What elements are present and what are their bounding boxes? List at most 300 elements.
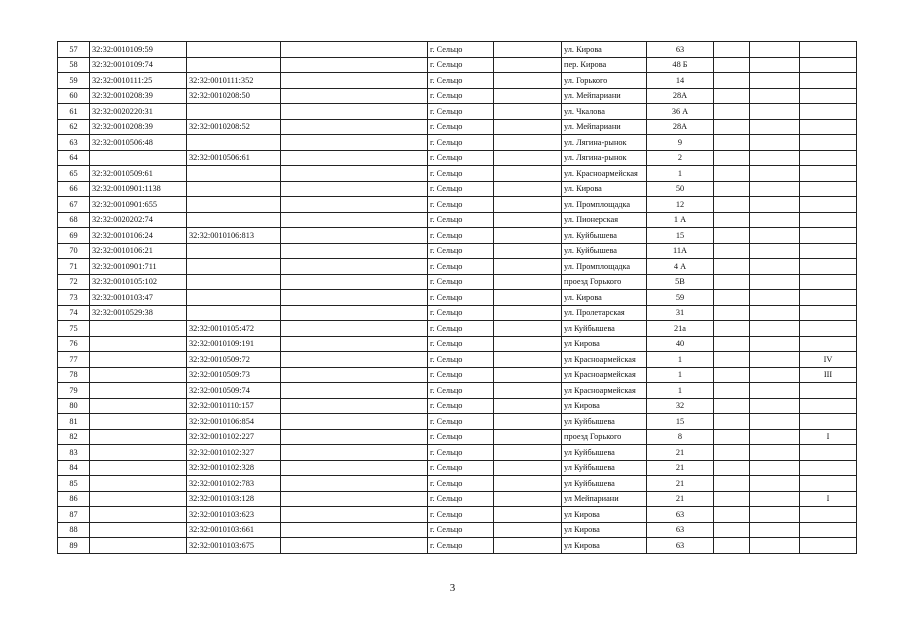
zone-cell (800, 88, 857, 104)
empty-cell (281, 398, 428, 414)
empty-cell (750, 73, 800, 89)
row-number: 64 (58, 150, 90, 166)
city-cell: г. Сельцо (428, 259, 494, 275)
empty-cell (714, 104, 750, 120)
house-number-cell: 8 (647, 429, 714, 445)
table-row (58, 352, 857, 368)
city-cell: г. Сельцо (428, 336, 494, 352)
empty-cell (494, 166, 562, 182)
empty-cell (281, 57, 428, 73)
city-cell: г. Сельцо (428, 181, 494, 197)
street-cell: ул. Промплощадка (562, 197, 647, 213)
empty-cell (750, 336, 800, 352)
zone-cell (800, 135, 857, 151)
empty-cell (494, 104, 562, 120)
cadastral-number-land: 32:32:0010106:21 (90, 243, 187, 259)
empty-cell (714, 522, 750, 538)
house-number-cell: 4 А (647, 259, 714, 275)
table-row (58, 414, 857, 430)
empty-cell (281, 445, 428, 461)
table-row (58, 507, 857, 523)
row-number: 62 (58, 119, 90, 135)
row-number: 57 (58, 42, 90, 58)
cadastral-number-land: 32:32:0010109:59 (90, 42, 187, 58)
row-number: 83 (58, 445, 90, 461)
row-number: 74 (58, 305, 90, 321)
row-number: 77 (58, 352, 90, 368)
table-row (58, 135, 857, 151)
cadastral-number-building: 32:32:0010103:623 (187, 507, 281, 523)
cadastral-number-building (187, 305, 281, 321)
zone-cell: III (800, 367, 857, 383)
cadastral-number-land: 32:32:0010529:38 (90, 305, 187, 321)
city-cell: г. Сельцо (428, 166, 494, 182)
empty-cell (281, 181, 428, 197)
zone-cell (800, 259, 857, 275)
registry-table-body (58, 42, 857, 554)
city-cell: г. Сельцо (428, 104, 494, 120)
cadastral-number-building (187, 259, 281, 275)
city-cell: г. Сельцо (428, 243, 494, 259)
empty-cell (714, 197, 750, 213)
street-cell: ул. Мейпариани (562, 119, 647, 135)
house-number-cell: 32 (647, 398, 714, 414)
cadastral-number-building: 32:32:0010506:61 (187, 150, 281, 166)
house-number-cell: 1 (647, 367, 714, 383)
house-number-cell: 15 (647, 414, 714, 430)
street-cell: ул Красноармейская (562, 383, 647, 399)
cadastral-number-building (187, 243, 281, 259)
empty-cell (750, 57, 800, 73)
row-number: 60 (58, 88, 90, 104)
table-row (58, 212, 857, 228)
empty-cell (494, 538, 562, 554)
table-row (58, 274, 857, 290)
empty-cell (494, 321, 562, 337)
cadastral-number-building: 32:32:0010111:352 (187, 73, 281, 89)
house-number-cell: 21 (647, 476, 714, 492)
street-cell: ул Мейпариани (562, 491, 647, 507)
city-cell: г. Сельцо (428, 73, 494, 89)
empty-cell (494, 135, 562, 151)
zone-cell (800, 212, 857, 228)
row-number: 87 (58, 507, 90, 523)
empty-cell (750, 181, 800, 197)
empty-cell (750, 305, 800, 321)
city-cell: г. Сельцо (428, 460, 494, 476)
house-number-cell: 21а (647, 321, 714, 337)
street-cell: ул Кирова (562, 538, 647, 554)
row-number: 89 (58, 538, 90, 554)
cadastral-number-land: 32:32:0010901:655 (90, 197, 187, 213)
street-cell: пер. Кирова (562, 57, 647, 73)
street-cell: ул. Куйбышева (562, 243, 647, 259)
empty-cell (750, 259, 800, 275)
house-number-cell: 5В (647, 274, 714, 290)
empty-cell (750, 414, 800, 430)
empty-cell (750, 383, 800, 399)
empty-cell (750, 476, 800, 492)
house-number-cell: 1 (647, 166, 714, 182)
zone-cell (800, 243, 857, 259)
cadastral-number-land (90, 460, 187, 476)
cadastral-number-building: 32:32:0010208:52 (187, 119, 281, 135)
empty-cell (281, 150, 428, 166)
empty-cell (750, 522, 800, 538)
empty-cell (714, 367, 750, 383)
zone-cell: I (800, 491, 857, 507)
table-row (58, 367, 857, 383)
house-number-cell: 50 (647, 181, 714, 197)
street-cell: ул. Куйбышева (562, 228, 647, 244)
cadastral-number-building: 32:32:0010208:50 (187, 88, 281, 104)
empty-cell (750, 321, 800, 337)
street-cell: ул. Горького (562, 73, 647, 89)
cadastral-number-land: 32:32:0010901:711 (90, 259, 187, 275)
empty-cell (281, 305, 428, 321)
house-number-cell: 1 А (647, 212, 714, 228)
empty-cell (714, 429, 750, 445)
cadastral-number-land: 32:32:0010111:25 (90, 73, 187, 89)
city-cell: г. Сельцо (428, 491, 494, 507)
empty-cell (281, 491, 428, 507)
empty-cell (281, 197, 428, 213)
city-cell: г. Сельцо (428, 228, 494, 244)
table-row (58, 429, 857, 445)
empty-cell (281, 538, 428, 554)
empty-cell (714, 414, 750, 430)
zone-cell (800, 383, 857, 399)
city-cell: г. Сельцо (428, 367, 494, 383)
empty-cell (281, 42, 428, 58)
cadastral-number-building (187, 274, 281, 290)
zone-cell: IV (800, 352, 857, 368)
empty-cell (494, 57, 562, 73)
empty-cell (714, 336, 750, 352)
cadastral-number-building (187, 166, 281, 182)
table-row (58, 73, 857, 89)
empty-cell (714, 259, 750, 275)
empty-cell (494, 197, 562, 213)
empty-cell (750, 274, 800, 290)
city-cell: г. Сельцо (428, 476, 494, 492)
empty-cell (281, 274, 428, 290)
cadastral-number-building: 32:32:0010106:813 (187, 228, 281, 244)
cadastral-number-land: 32:32:0010509:61 (90, 166, 187, 182)
empty-cell (281, 119, 428, 135)
row-number: 78 (58, 367, 90, 383)
cadastral-number-building (187, 135, 281, 151)
table-row (58, 445, 857, 461)
empty-cell (750, 429, 800, 445)
zone-cell (800, 290, 857, 306)
house-number-cell: 21 (647, 491, 714, 507)
cadastral-number-land (90, 398, 187, 414)
empty-cell (714, 352, 750, 368)
city-cell: г. Сельцо (428, 57, 494, 73)
cadastral-number-land: 32:32:0010208:39 (90, 88, 187, 104)
city-cell: г. Сельцо (428, 352, 494, 368)
street-cell: ул Кирова (562, 336, 647, 352)
cadastral-number-land (90, 336, 187, 352)
empty-cell (281, 414, 428, 430)
cadastral-number-land (90, 538, 187, 554)
cadastral-number-building: 32:32:0010109:191 (187, 336, 281, 352)
cadastral-number-building: 32:32:0010106:854 (187, 414, 281, 430)
registry-table (57, 41, 857, 554)
cadastral-number-land: 32:32:0010103:47 (90, 290, 187, 306)
cadastral-number-land (90, 352, 187, 368)
street-cell: ул Куйбышева (562, 321, 647, 337)
city-cell: г. Сельцо (428, 274, 494, 290)
zone-cell (800, 57, 857, 73)
empty-cell (750, 243, 800, 259)
empty-cell (714, 476, 750, 492)
empty-cell (281, 476, 428, 492)
house-number-cell: 59 (647, 290, 714, 306)
empty-cell (750, 352, 800, 368)
row-number: 69 (58, 228, 90, 244)
house-number-cell: 21 (647, 460, 714, 476)
cadastral-number-land (90, 383, 187, 399)
zone-cell (800, 460, 857, 476)
empty-cell (750, 367, 800, 383)
cadastral-number-land: 32:32:0010109:74 (90, 57, 187, 73)
house-number-cell: 63 (647, 522, 714, 538)
city-cell: г. Сельцо (428, 445, 494, 461)
empty-cell (750, 104, 800, 120)
cadastral-number-building (187, 212, 281, 228)
empty-cell (281, 367, 428, 383)
street-cell: ул. Промплощадка (562, 259, 647, 275)
table-row (58, 181, 857, 197)
street-cell: проезд Горького (562, 429, 647, 445)
empty-cell (714, 538, 750, 554)
empty-cell (494, 414, 562, 430)
zone-cell (800, 181, 857, 197)
empty-cell (714, 150, 750, 166)
empty-cell (281, 259, 428, 275)
cadastral-number-land: 32:32:0010105:102 (90, 274, 187, 290)
row-number: 70 (58, 243, 90, 259)
empty-cell (714, 507, 750, 523)
cadastral-number-land (90, 445, 187, 461)
street-cell: ул Кирова (562, 398, 647, 414)
table-row (58, 383, 857, 399)
table-row (58, 119, 857, 135)
empty-cell (494, 119, 562, 135)
empty-cell (714, 212, 750, 228)
street-cell: ул Куйбышева (562, 445, 647, 461)
cadastral-number-land (90, 491, 187, 507)
cadastral-number-land: 32:32:0020220:31 (90, 104, 187, 120)
empty-cell (281, 290, 428, 306)
empty-cell (281, 429, 428, 445)
empty-cell (750, 460, 800, 476)
empty-cell (494, 522, 562, 538)
row-number: 65 (58, 166, 90, 182)
empty-cell (494, 259, 562, 275)
table-row (58, 166, 857, 182)
cadastral-number-land: 32:32:0010106:24 (90, 228, 187, 244)
empty-cell (494, 212, 562, 228)
empty-cell (281, 166, 428, 182)
empty-cell (281, 336, 428, 352)
house-number-cell: 14 (647, 73, 714, 89)
city-cell: г. Сельцо (428, 321, 494, 337)
cadastral-number-land: 32:32:0010506:48 (90, 135, 187, 151)
cadastral-number-land (90, 150, 187, 166)
empty-cell (750, 135, 800, 151)
row-number: 84 (58, 460, 90, 476)
cadastral-number-land (90, 429, 187, 445)
street-cell: проезд Горького (562, 274, 647, 290)
cadastral-number-building (187, 57, 281, 73)
row-number: 58 (58, 57, 90, 73)
street-cell: ул Красноармейская (562, 352, 647, 368)
row-number: 72 (58, 274, 90, 290)
city-cell: г. Сельцо (428, 212, 494, 228)
empty-cell (750, 150, 800, 166)
cadastral-number-building: 32:32:0010509:72 (187, 352, 281, 368)
empty-cell (714, 88, 750, 104)
zone-cell (800, 42, 857, 58)
row-number: 88 (58, 522, 90, 538)
empty-cell (714, 321, 750, 337)
zone-cell (800, 321, 857, 337)
cadastral-number-building (187, 290, 281, 306)
empty-cell (714, 305, 750, 321)
table-row (58, 538, 857, 554)
house-number-cell: 28А (647, 119, 714, 135)
cadastral-number-building: 32:32:0010509:73 (187, 367, 281, 383)
city-cell: г. Сельцо (428, 398, 494, 414)
cadastral-number-building (187, 197, 281, 213)
cadastral-number-land (90, 321, 187, 337)
empty-cell (281, 352, 428, 368)
cadastral-number-land (90, 522, 187, 538)
table-row (58, 197, 857, 213)
empty-cell (494, 445, 562, 461)
cadastral-number-building: 32:32:0010102:227 (187, 429, 281, 445)
row-number: 76 (58, 336, 90, 352)
table-row (58, 57, 857, 73)
city-cell: г. Сельцо (428, 42, 494, 58)
empty-cell (281, 243, 428, 259)
empty-cell (750, 445, 800, 461)
empty-cell (281, 73, 428, 89)
empty-cell (750, 398, 800, 414)
empty-cell (281, 321, 428, 337)
empty-cell (714, 73, 750, 89)
empty-cell (281, 383, 428, 399)
house-number-cell: 63 (647, 538, 714, 554)
cadastral-number-land (90, 507, 187, 523)
city-cell: г. Сельцо (428, 507, 494, 523)
empty-cell (494, 491, 562, 507)
cadastral-number-land (90, 367, 187, 383)
row-number: 79 (58, 383, 90, 399)
empty-cell (714, 119, 750, 135)
cadastral-number-land: 32:32:0010901:1138 (90, 181, 187, 197)
street-cell: ул. Пионерская (562, 212, 647, 228)
cadastral-number-building: 32:32:0010509:74 (187, 383, 281, 399)
zone-cell (800, 197, 857, 213)
table-row (58, 522, 857, 538)
cadastral-number-land: 32:32:0020202:74 (90, 212, 187, 228)
empty-cell (750, 212, 800, 228)
zone-cell (800, 228, 857, 244)
zone-cell (800, 414, 857, 430)
empty-cell (714, 460, 750, 476)
empty-cell (281, 104, 428, 120)
empty-cell (494, 352, 562, 368)
zone-cell (800, 274, 857, 290)
empty-cell (281, 88, 428, 104)
house-number-cell: 21 (647, 445, 714, 461)
empty-cell (750, 491, 800, 507)
zone-cell (800, 507, 857, 523)
cadastral-number-building: 32:32:0010103:128 (187, 491, 281, 507)
row-number: 75 (58, 321, 90, 337)
street-cell: ул Куйбышева (562, 460, 647, 476)
row-number: 66 (58, 181, 90, 197)
house-number-cell: 12 (647, 197, 714, 213)
zone-cell (800, 104, 857, 120)
zone-cell (800, 119, 857, 135)
empty-cell (494, 460, 562, 476)
street-cell: ул. Чкалова (562, 104, 647, 120)
empty-cell (714, 243, 750, 259)
empty-cell (494, 507, 562, 523)
empty-cell (494, 274, 562, 290)
table-row (58, 104, 857, 120)
street-cell: ул Кирова (562, 522, 647, 538)
row-number: 71 (58, 259, 90, 275)
street-cell: ул Куйбышева (562, 476, 647, 492)
empty-cell (281, 507, 428, 523)
zone-cell (800, 336, 857, 352)
table-row (58, 321, 857, 337)
empty-cell (494, 305, 562, 321)
empty-cell (714, 274, 750, 290)
cadastral-number-building (187, 42, 281, 58)
zone-cell (800, 150, 857, 166)
house-number-cell: 9 (647, 135, 714, 151)
zone-cell (800, 166, 857, 182)
zone-cell (800, 476, 857, 492)
table-row (58, 228, 857, 244)
cadastral-number-building (187, 104, 281, 120)
cadastral-number-building: 32:32:0010103:675 (187, 538, 281, 554)
empty-cell (281, 522, 428, 538)
cadastral-number-land: 32:32:0010208:39 (90, 119, 187, 135)
table-row (58, 290, 857, 306)
table-row (58, 476, 857, 492)
zone-cell (800, 398, 857, 414)
empty-cell (494, 228, 562, 244)
row-number: 59 (58, 73, 90, 89)
cadastral-number-land (90, 414, 187, 430)
city-cell: г. Сельцо (428, 383, 494, 399)
cadastral-number-land (90, 476, 187, 492)
empty-cell (714, 445, 750, 461)
empty-cell (494, 150, 562, 166)
city-cell: г. Сельцо (428, 290, 494, 306)
cadastral-number-building: 32:32:0010103:661 (187, 522, 281, 538)
row-number: 80 (58, 398, 90, 414)
empty-cell (750, 290, 800, 306)
